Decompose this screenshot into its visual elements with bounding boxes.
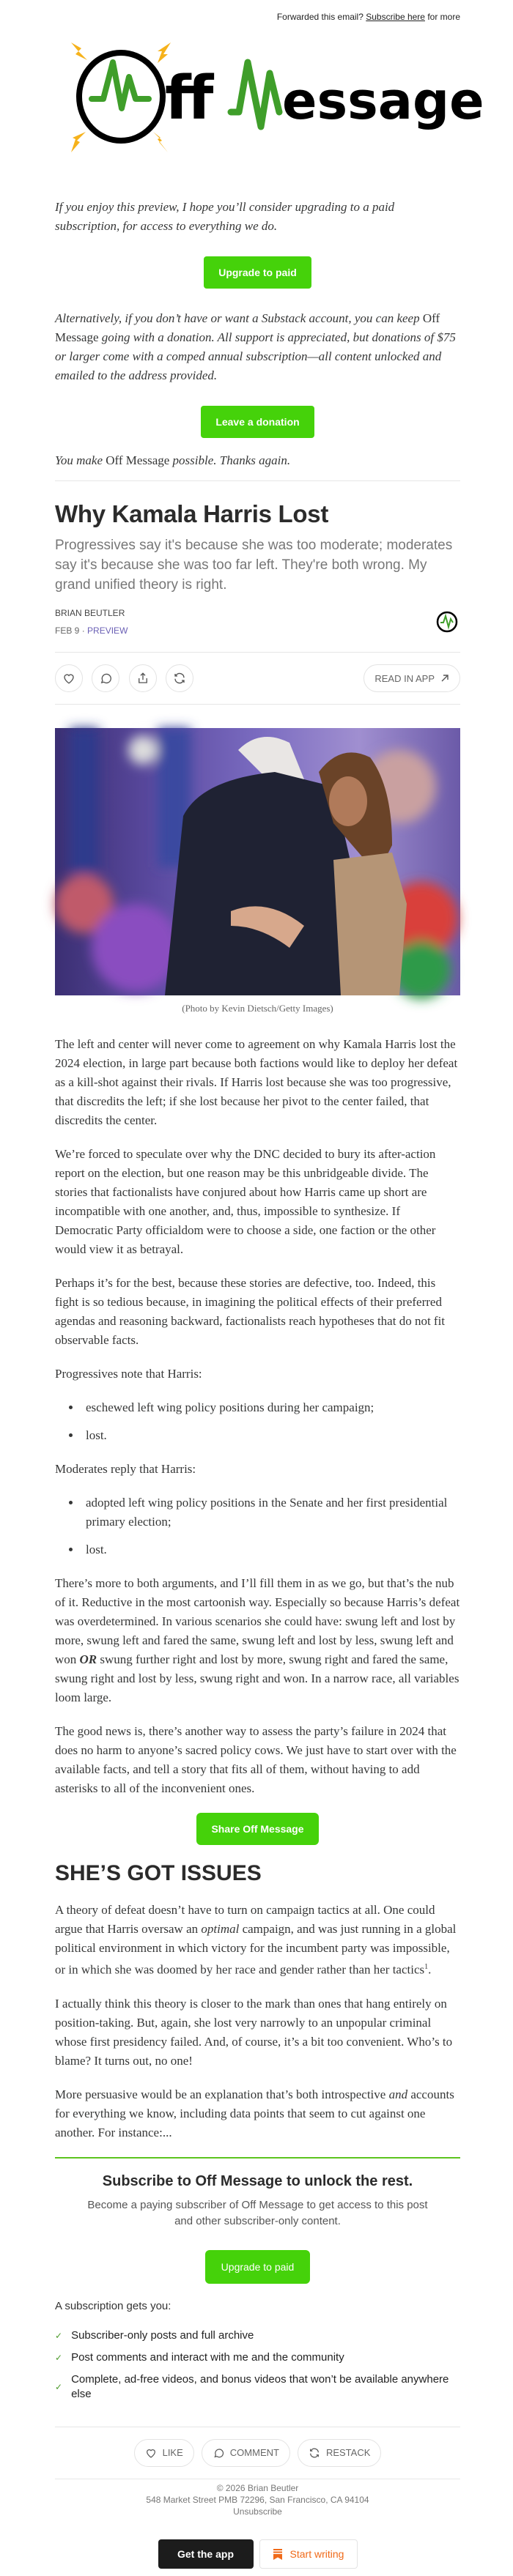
check-icon: ✓ xyxy=(55,2381,63,2392)
copyright: © 2026 Brian Beutler xyxy=(216,2482,299,2493)
heart-icon xyxy=(62,672,75,685)
divider xyxy=(55,480,460,481)
benefit-item xyxy=(55,2328,460,2343)
post-photo[interactable] xyxy=(55,728,460,995)
body-paragraph: Progressives note that Harris: xyxy=(55,1367,202,1381)
logo-graphic xyxy=(55,29,484,176)
heart-icon xyxy=(145,2447,157,2459)
benefit-text: Complete, ad-free videos, and bonus videos that won’t be available anywhere else xyxy=(71,2372,449,2400)
restack-button[interactable] xyxy=(166,664,193,692)
text: More persuasive would be an explanation that’s both introspective xyxy=(55,2087,389,2101)
paywall-title: Subscribe to Off Message to unlock the rest. xyxy=(102,2172,413,2189)
promo-paragraph: If you enjoy this preview, I hope you’ll consider upgrading to a paid subscription, for access to everything we do. xyxy=(55,200,395,233)
progressives-list xyxy=(81,1398,460,1445)
list-item: • eschewed left wing policy positions during her campaign; xyxy=(81,1398,460,1417)
read-in-app-button[interactable] xyxy=(363,664,460,692)
post-title[interactable]: Why Kamala Harris Lost xyxy=(55,500,329,527)
unsubscribe-link[interactable]: Unsubscribe xyxy=(233,2506,282,2517)
forward-banner xyxy=(55,0,460,29)
list-item: • adopted left wing policy positions in the Senate and her first presidential primary election; xyxy=(81,1493,460,1532)
body-paragraph: I actually think this theory is closer to the mark than ones that hang entirely on position-taking. But, again, she lost very narrowly to an unpopular criminal whose first presidency failed. And, of course, it’s a bit too convenient. Who’s to blame? It turns out, no one! xyxy=(55,1996,453,2068)
author-name[interactable]: BRIAN BEUTLER xyxy=(55,608,125,618)
text: swung further right and lost by more, swung right and fared the same, swung right and lost by less, swung right and won. In a narrow race, all variables loom large. xyxy=(55,1652,460,1704)
photo-caption: (Photo by Kevin Dietsch/Getty Images) xyxy=(182,1003,333,1014)
share-off-message-button[interactable]: Share Off Message xyxy=(196,1813,318,1845)
donation-text: Alternatively, if you don’t have or want a Substack account, you can keep xyxy=(55,311,423,325)
date-text: FEB 9 xyxy=(55,626,80,636)
subscription-benefits-heading: A subscription gets you: xyxy=(55,2299,171,2312)
publication-name: Off Message xyxy=(55,311,440,344)
benefit-item xyxy=(55,2350,460,2365)
benefit-text: Post comments and interact with me and the community xyxy=(71,2350,344,2364)
off-message-logo[interactable] xyxy=(55,29,484,198)
restack-icon xyxy=(309,2447,320,2459)
thanks-text: You make xyxy=(55,453,106,467)
text: A theory of defeat doesn’t have to turn on campaign tactics at all. One could argue that Harris oversaw an xyxy=(55,1903,435,1936)
post-date xyxy=(55,626,128,636)
post-meta xyxy=(55,608,460,636)
emphasis: and xyxy=(388,2087,408,2101)
start-writing-label: Start writing xyxy=(289,2547,344,2560)
start-writing-button[interactable] xyxy=(259,2539,358,2569)
post-subtitle: Progressives say it's because she was too moderate; moderates say it's because she was too far left. They're both wrong. My grand unified theory is right. xyxy=(55,538,453,593)
emphasis-or: OR xyxy=(79,1652,97,1666)
body-paragraph: The good news is, there’s another way to assess the party’s failure in 2024 that does no harm to anyone’s sacred policy cows. We just have to start over with the available facts, and tell a story that fits all of them, without having to add asterisks to all of the inconvenient ones. xyxy=(55,1724,457,1795)
share-icon xyxy=(136,672,150,685)
photo-illustration xyxy=(55,728,460,995)
check-icon: ✓ xyxy=(55,2330,63,2341)
thanks-paragraph xyxy=(55,451,460,470)
benefit-text: Subscriber-only posts and full archive xyxy=(71,2328,254,2342)
benefits-list xyxy=(55,2328,460,2402)
post-body xyxy=(55,1035,460,2142)
svg-text:ff: ff xyxy=(165,64,214,133)
donation-paragraph xyxy=(55,309,460,385)
body-paragraph xyxy=(55,1901,460,1980)
paywall-upgrade-button[interactable]: Upgrade to paid xyxy=(205,2250,311,2284)
text: accounts for everything we know, including data points that seem to cut against one another. For instance:... xyxy=(55,2087,454,2139)
body-paragraph: Moderates reply that Harris: xyxy=(55,1462,196,1476)
check-icon: ✓ xyxy=(55,2352,63,2363)
publication-name: Off Message xyxy=(106,453,170,467)
section-heading: SHE’S GOT ISSUES xyxy=(55,1861,262,1885)
comment-label: COMMENT xyxy=(229,2447,279,2459)
for-more-text: for more xyxy=(427,12,460,22)
restack-label: RESTACK xyxy=(325,2447,371,2459)
body-paragraph xyxy=(55,1574,460,1707)
comment-icon xyxy=(213,2447,224,2459)
read-in-app-label: READ IN APP xyxy=(374,672,435,684)
subscribe-link[interactable]: Subscribe here xyxy=(366,12,425,22)
like-button[interactable] xyxy=(55,664,83,692)
body-paragraph: Perhaps it’s for the best, because these stories are defective, too. Indeed, this fight is so tedious because, in imagining the political effects of their preferred agendas and reasoning backward, factionalists reach hypotheses that do not fit observable facts. xyxy=(55,1276,446,1347)
paywall xyxy=(55,2159,460,2284)
postal-address: 548 Market Street PMB 72296, San Francisco, CA 94104 xyxy=(146,2494,369,2505)
divider xyxy=(55,704,460,705)
text: There’s more to both arguments, and I’ll fill them in as we go, but that’s the nub of it. Reductive in the most cartoonish way. Especially so because Harris’s defeat was overdetermined. In various scenarios she could have: swung left and lost by more, swung left and fared the same, swung left and lost by less, swung left and won xyxy=(55,1576,460,1666)
body-paragraph: We’re forced to speculate over why the DNC decided to bury its after-action report on the election, but one reason may be this unbridgeable divide. The stories that factionalists have conjured about how Harris came up short are incompatible with one another, and, thus, impossible to synthesize. If Democratic Party officialdom were to choose a side, one faction or the other would view it as betrayal. xyxy=(55,1147,436,1256)
share-button[interactable] xyxy=(129,664,157,692)
footer-like-button[interactable] xyxy=(134,2439,194,2467)
donation-text-cont: going with a donation. All support is appreciated, but donations of $75 or larger come with a comped annual subscription—all content unlocked and emailed to the address provided. xyxy=(55,330,456,382)
footer-restack-button[interactable] xyxy=(298,2439,381,2467)
body-paragraph: The left and center will never come to agreement on why Kamala Harris lost the 2024 election, in large part because both factions would like to deploy her defeat as a kill-shot against their rivals. If Harris lost because she was too progressive, that discredits the left; if she lost because her pivot to the center failed, that discredits the center. xyxy=(55,1037,458,1127)
app-promo xyxy=(55,2539,460,2576)
publication-avatar[interactable] xyxy=(435,610,459,634)
footer-actions xyxy=(55,2427,460,2479)
emphasis: optimal xyxy=(201,1922,240,1936)
preview-badge: PREVIEW xyxy=(87,626,128,636)
list-item: • lost. xyxy=(81,1540,460,1559)
like-label: LIKE xyxy=(162,2447,183,2459)
leave-donation-button[interactable]: Leave a donation xyxy=(201,406,314,438)
forward-text: Forwarded this email? xyxy=(276,12,363,22)
text: campaign, and was just running in a global political environment in which victory for the incumbent party was impossible, or in which she was doomed by her race and gender rather than her tactics xyxy=(55,1922,457,1977)
post-action-bar xyxy=(55,653,460,704)
moderates-list xyxy=(81,1493,460,1559)
list-item: • lost. xyxy=(81,1426,460,1445)
paywall-description: Become a paying subscriber of Off Message to get access to this post and other subscriber-only content. xyxy=(87,2198,428,2227)
thanks-text-cont: possible. Thanks again. xyxy=(169,453,291,467)
body-paragraph xyxy=(55,2085,460,2142)
restack-icon xyxy=(173,672,186,685)
separator: · xyxy=(81,626,85,636)
substack-logo-icon xyxy=(273,2548,283,2560)
comment-icon xyxy=(99,672,112,685)
text: . xyxy=(428,1962,432,1977)
footnote-link[interactable]: 1 xyxy=(424,1963,429,1971)
svg-text:essage: essage xyxy=(282,71,484,131)
benefit-item xyxy=(55,2372,460,2402)
footer-comment-button[interactable] xyxy=(202,2439,290,2467)
upgrade-to-paid-button[interactable]: Upgrade to paid xyxy=(204,256,311,289)
arrow-up-right-icon xyxy=(440,674,449,683)
get-the-app-button[interactable]: Get the app xyxy=(158,2539,254,2569)
comment-button[interactable] xyxy=(92,664,119,692)
footer-info xyxy=(55,2479,460,2517)
